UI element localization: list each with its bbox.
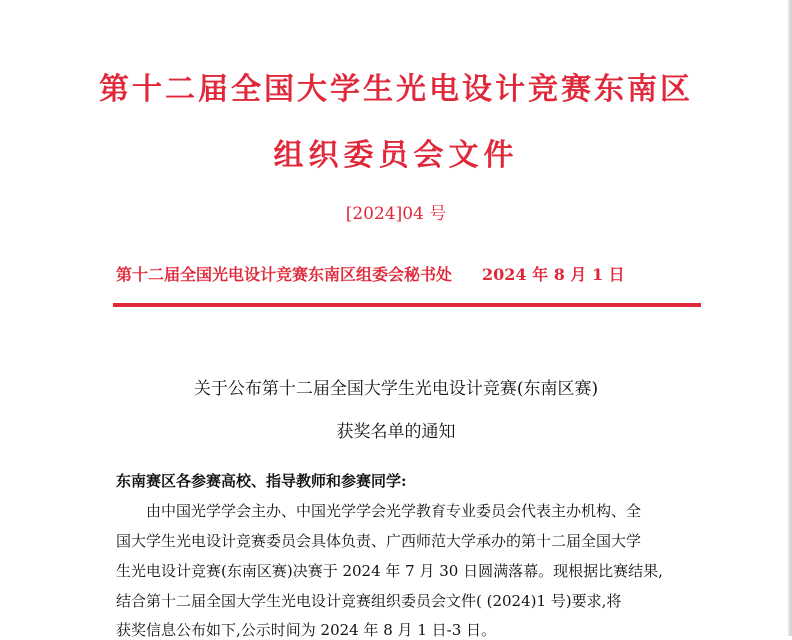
header-title-line-2: 组织委员会文件 xyxy=(273,138,519,173)
body-paragraph-line: 获奖信息公布如下,公示时间为 2024 年 8 月 1 日-3 日。 xyxy=(116,621,497,639)
issue-date: 2024 年 8 月 1 日 xyxy=(482,265,625,284)
notice-title-line-2: 获奖名单的通知 xyxy=(336,422,456,442)
issuer-line xyxy=(116,262,625,285)
red-divider-rule xyxy=(113,303,701,307)
salutation: 东南赛区各参赛高校、指导教师和参赛同学: xyxy=(116,472,407,490)
body-paragraph-line: 生光电设计竞赛(东南区赛)决赛于 2024 年 7 月 30 日圆满落幕。现根据比赛结果, xyxy=(116,562,663,580)
notice-title-line-1: 关于公布第十二届全国大学生光电设计竞赛(东南区赛) xyxy=(193,379,599,399)
header-title-line-1: 第十二届全国大学生光电设计竞赛东南区 xyxy=(99,72,693,107)
body-paragraph-line: 由中国光学学会主办、中国光学学会光学教育专业委员会代表主办机构、全 xyxy=(146,502,642,520)
issuer-name: 第十二届全国光电设计竞赛东南区组委会秘书处 xyxy=(116,265,453,284)
body-paragraph-line: 国大学生光电设计竞赛委员会具体负责、广西师范大学承办的第十二届全国大学 xyxy=(116,532,642,550)
body-paragraph-line: 结合第十二届全国大学生光电设计竞赛组织委员会文件( (2024)1 号)要求,将 xyxy=(116,592,622,610)
document-number: [2024]04 号 xyxy=(345,204,447,224)
